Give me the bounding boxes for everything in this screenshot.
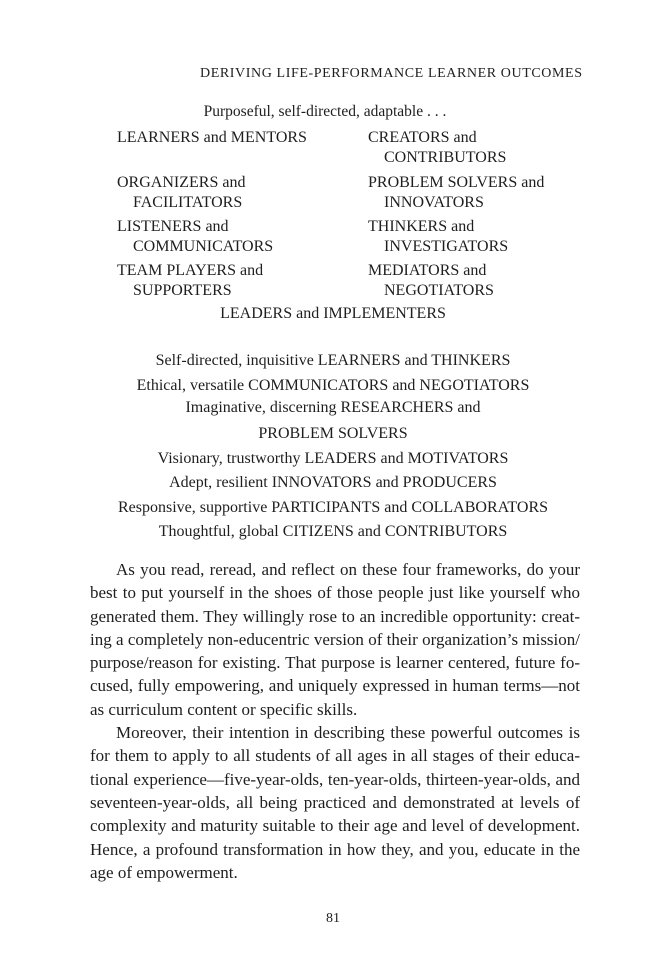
framework-2-line: Ethical, versatile COMMUNICATORS and NEGOTIATORS — [136, 376, 530, 394]
framework-1-item: ORGANIZERS and FACILITATORS — [117, 174, 246, 211]
framework-1-item: LEARNERS and MENTORS — [117, 129, 307, 146]
framework-2-line: Adept, resilient INNOVATORS and PRODUCERS — [169, 474, 497, 491]
framework-1-item: MEDIATORS and NEGOTIATORS — [368, 262, 494, 299]
running-head: DERIVING LIFE-PERFORMANCE LEARNER OUTCOMES — [200, 66, 583, 81]
body-text — [90, 558, 580, 884]
framework-2-line: Thoughtful, global CITIZENS and CONTRIBUTORS — [158, 523, 508, 540]
framework-2 — [0, 349, 650, 545]
framework-1-item: TEAM PLAYERS and SUPPORTERS — [117, 262, 264, 299]
framework-1-item: CREATORS and CONTRIBUTORS — [368, 129, 507, 166]
framework-2-line: Responsive, supportive PARTICIPANTS and COLLABORATORS — [117, 498, 549, 516]
page-number: 81 — [326, 911, 340, 926]
paragraph: Moreover, their intention in describing these powerful outcomes is for them to apply to all students of all ages in all stages of their educational experience—five-year-olds, ten-year-olds, thirteen-year-olds, and seventeen-year-olds, all being practiced and demonstrated at levels of complexity and maturity suitable to their age and level of development. Hence, a profound transformation in how they, and you, educate in the age of empowerment. — [90, 723, 580, 882]
framework-1-item: PROBLEM SOLVERS and INNOVATORS — [368, 174, 545, 211]
framework-2-line: Self-directed, inquisitive LEARNERS and THINKERS — [155, 352, 511, 369]
framework-1-final-item: LEADERS and IMPLEMENTERS — [220, 305, 446, 322]
framework-2-line: PROBLEM SOLVERS — [258, 425, 408, 442]
framework-1-intro: Purposeful, self-directed, adaptable . . . — [203, 103, 447, 120]
framework-1-item: THINKERS and INVESTIGATORS — [368, 218, 509, 255]
framework-2-line: Imaginative, discerning RESEARCHERS and — [185, 399, 481, 416]
framework-2-line: Visionary, trustworthy LEADERS and MOTIVATORS — [157, 449, 509, 467]
framework-1-item: LISTENERS and COMMUNICATORS — [117, 218, 274, 255]
paragraph: As you read, reread, and reflect on these four frameworks, do your best to put yourself in the shoes of those people just like yourself who generated them. They willingly rose to an incredible opportunity: creating a completely non-educentric version of their organization’s mission/​purpose/reason for existing. That purpose is learner centered, future focused, fully empowering, and uniquely expressed in human terms—not as curriculum content or specific skills. — [90, 560, 580, 719]
